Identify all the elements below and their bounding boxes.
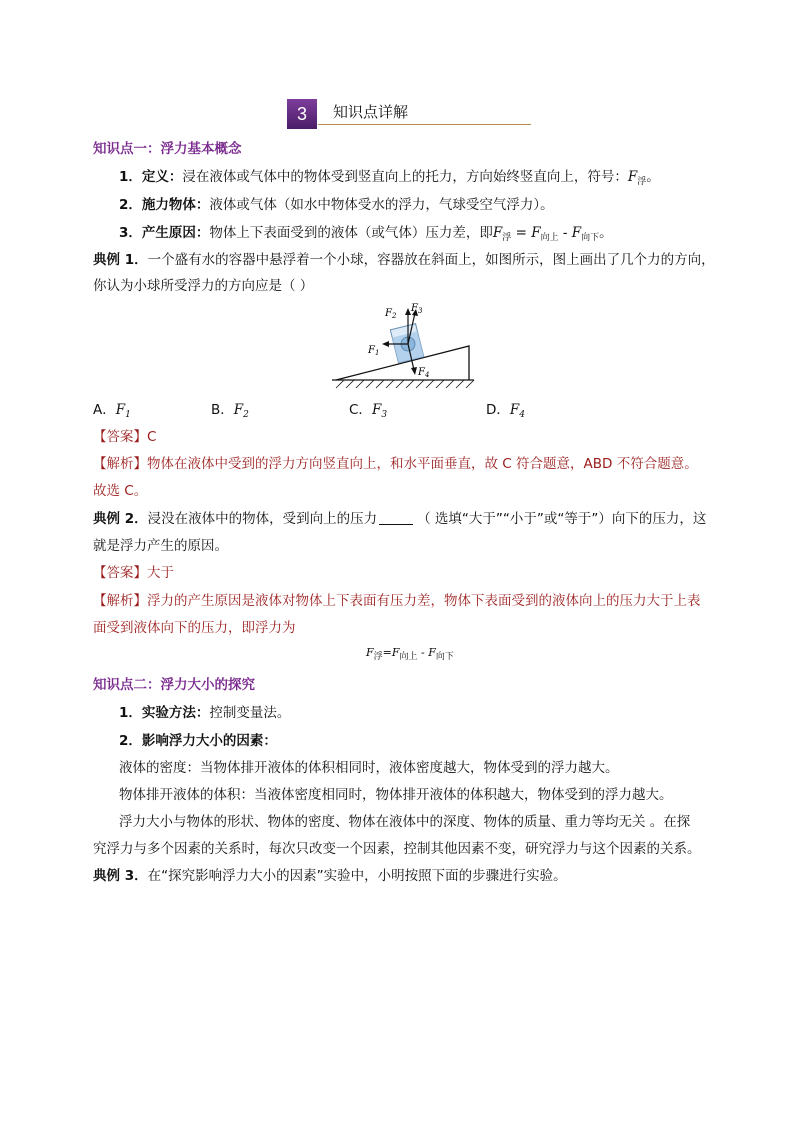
example2-answer: 【答案】大于 — [93, 565, 174, 581]
option-d: D．$F_4$ — [486, 402, 526, 420]
example1-answer: 【答案】C — [93, 429, 157, 445]
option-c: C．$F_3$ — [349, 402, 388, 420]
factor-note-line2: 究浮力与多个因素的关系时，每次只改变一个因素，控制其他因素不变，研究浮力与这个因素的关系。 — [93, 841, 701, 857]
section2-heading: 知识点二：浮力大小的探究 — [93, 677, 255, 693]
option-a: A．$F_1$ — [93, 402, 131, 420]
method-line: 1．实验方法：控制变量法。 — [119, 705, 291, 721]
force-label-f1: $F_1$ — [368, 345, 380, 357]
cause-line: 3．产生原因：物体上下表面受到的液体（或气体）压力差，即$F_浮 = F_{向上} - F_{向下}$。 — [119, 225, 613, 243]
buoyancy-formula: $F_浮=F_{向上} - F_{向下}$ — [366, 646, 454, 662]
example1-analysis-line1: 【解析】物体在液体中受到的浮力方向竖直向上，和水平面垂直，故 C 符合题意，ABD 不符合题意。 — [93, 456, 698, 472]
example2-analysis-line2: 面受到液体向下的压力，即浮力为 — [93, 620, 296, 636]
section1-heading: 知识点一：浮力基本概念 — [93, 141, 242, 157]
example2-line2: 就是浮力产生的原因。 — [93, 538, 228, 554]
source-line: 2．施力物体：液体或气体（如水中物体受水的浮力，气球受空气浮力）。 — [119, 197, 554, 213]
example1-analysis-line2: 故选 C。 — [93, 483, 148, 499]
force-label-f3: $F_3$ — [411, 303, 423, 315]
incline-container-figure — [328, 298, 478, 390]
answer-blank — [379, 511, 413, 525]
title-underline — [318, 124, 531, 125]
force-label-f2: $F_2$ — [385, 308, 397, 320]
option-b: B．$F_2$ — [211, 402, 249, 420]
force-label-f4: $F_4$ — [418, 367, 430, 379]
factor-note-line1: 浮力大小与物体的形状、物体的密度、物体在液体中的深度、物体的质量、重力等均无关 。在探 — [119, 814, 691, 830]
section-number-badge: 3 — [287, 99, 317, 129]
factor-density: 液体的密度：当物体排开液体的体积相同时，液体密度越大，物体受到的浮力越大。 — [119, 760, 619, 776]
example2-analysis-line1: 【解析】浮力的产生原因是液体对物体上下表面有压力差，物体下表面受到的液体向上的压力大于上表 — [93, 593, 701, 609]
example1-line2: 你认为小球所受浮力的方向应是（ ） — [93, 278, 314, 294]
factors-heading: 2．影响浮力大小的因素： — [119, 733, 277, 749]
factor-volume: 物体排开液体的体积：当液体密度相同时，物体排开液体的体积越大，物体受到的浮力越大。 — [119, 787, 673, 803]
example3-line: 典例 3．在“探究影响浮力大小的因素”实验中，小明按照下面的步骤进行实验。 — [93, 868, 567, 884]
example2-line1: 典例 2．浸没在液体中的物体，受到向上的压力 （ 选填“大于”“小于”或“等于”）向下的压力，这 — [93, 511, 707, 527]
definition-line: 1．定义：浸在液体或气体中的物体受到竖直向上的托力，方向始终竖直向上，符号：$F_浮$。 — [119, 169, 660, 187]
section-title: 知识点详解 — [333, 103, 409, 121]
example1-line1: 典例 1．一个盛有水的容器中悬浮着一个小球，容器放在斜面上，如图所示，图上画出了几个力的方向， — [93, 252, 715, 268]
